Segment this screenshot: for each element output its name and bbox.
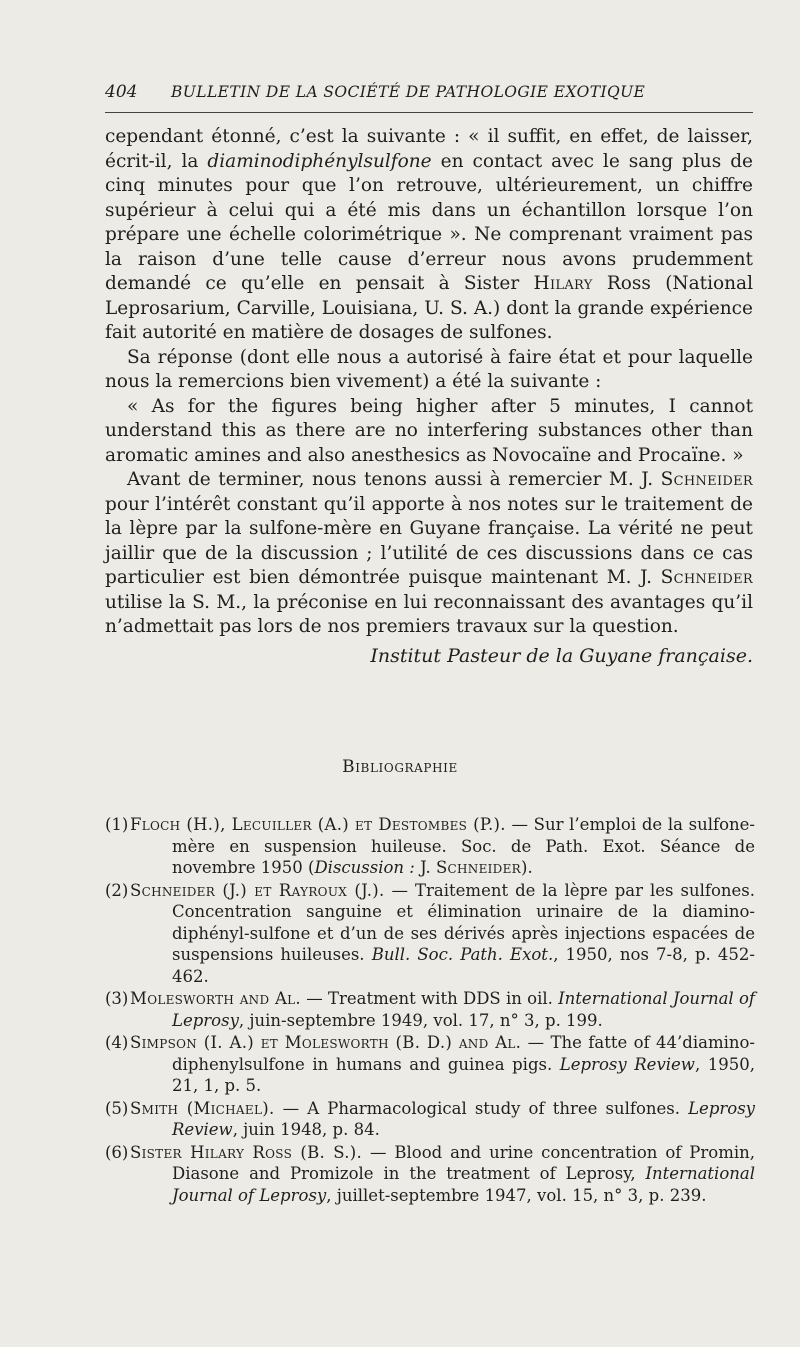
quoted-letter: « As for the figures being higher after 5 minutes, I cannot understand this as there are no interfering substances other than aromatic amines and also anesthesics as Novocaïne and Procaïne. » [105,395,753,466]
entry-authors: Molesworth and Al. [130,989,301,1008]
institution-signature: Institut Pasteur de la Guyane française. [370,644,753,667]
entry-number: (1) [105,815,129,834]
entry-text: — The fatte of 44’diamino-diphenylsulfone in humans and guinea pigs. [172,1033,755,1074]
entry-authors: Schneider (J.) et Rayroux (J.). [130,880,385,900]
entry-text: — Traitement de la lèpre par les sulfones. Concentration sanguine et élimination urinaire de la diamino-diphényl-sulfone et d’un de ses dérivés après injections espacées de suspensions huileuses. [172,880,755,964]
article-body [105,125,753,668]
text-run: cependant étonné, c’est la suivante : « il suffit, en effet, de laisser, écrit-il, la [105,126,753,172]
entry-number: (6) [105,1142,129,1162]
text-run: Ross (National Leprosarium, Carville, Louisiana, U. S. A.) dont la grande expérience fait autorité en matière de dosages de sulfones. [105,273,753,343]
bibliography-entry [105,814,755,879]
bibliography-list [105,814,755,1207]
entry-text: , 1950, nos 7-8, p. 452-462. [172,945,755,986]
person-name: Schneider [660,567,753,588]
text-run: utilise la S. M., la préconise en lui reconnaissant des avantages qu’il n’admettait pas lors de nos premiers travaux sur la question. [105,591,753,637]
bibliography-entry [105,1032,755,1097]
text-run: en contact avec le sang plus de cinq minutes pour que l’on retrouve, ultérieurement, un chiffre supérieur à celui qui a été mis dans un échantillon lorsque l’on prépare une échelle colorimétrique ». Ne comprenant vraiment pas la raison d’une telle cause d’erreur nous avons prudemment demandé ce qu’elle en pensait à Sister [105,150,753,294]
journal-name: International Journal of Leprosy [172,1164,755,1205]
entry-number: (5) [105,1098,129,1118]
paragraph-4 [105,468,753,640]
bibliography-heading: Bibliographie [342,757,458,777]
entry-number: (4) [105,1033,129,1052]
entry-authors: Sister Hilary Ross (B. S.). [130,1142,363,1162]
page-header [105,82,753,113]
bibliography-entry [105,988,755,1031]
entry-authors: Floch (H.), Lecuiller (A.) et Destombes (P.). [130,815,506,834]
entry-authors: Simpson (I. A.) et Molesworth (B. D.) and Al. [130,1033,522,1052]
page-number: 404 [105,82,138,102]
bibliography-entry [105,1142,755,1207]
bibliography-entry [105,1098,755,1141]
entry-text: — A Pharmacological study of three sulfones. [274,1098,689,1118]
entry-text: — Blood and urine concentration of Promin, Diasone and Promizole in the treatment of Leprosy, [172,1142,755,1183]
compound-name: diaminodiphénylsulfone [207,150,432,172]
entry-text: , juillet-septembre 1947, vol. 15, n° 3, p. 239. [326,1185,707,1205]
entry-text: — Treatment with DDS in oil. [300,989,559,1008]
text-run: Avant de terminer, nous tenons aussi à remercier M. J. [127,469,661,490]
entry-number: (2) [105,880,129,900]
entry-italic: Discussion : [314,858,415,877]
paragraph-1 [105,125,753,346]
journal-name: Leprosy Review [172,1098,755,1139]
journal-name: Bull. Soc. Path. Exot. [371,945,554,964]
entry-text: , juin-septembre 1949, vol. 17, n° 3, p. 199. [238,1010,603,1030]
entry-authors: Smith (Michael). [130,1098,275,1118]
entry-text: , 1950, 21, 1, p. 5. [172,1054,755,1095]
journal-name: Leprosy Review [559,1054,695,1074]
entry-text: — Sur l’emploi de la sulfone-mère en suspension huileuse. Soc. de Path. Exot. Séance de novembre 1950 ( [172,815,756,877]
person-name: Schneider [435,858,522,877]
text-run: pour l’intérêt constant qu’il apporte à nos notes sur le traitement de la lèpre par la sulfone-mère en Guyane française. La vérité ne peut jaillir que de la discussion ; l’utilité de ces discussions dans ce cas particulier est bien démontrée puisque maintenant M. J. [105,493,753,588]
entry-text: ). [521,858,533,877]
running-title: BULLETIN DE LA SOCIÉTÉ DE PATHOLOGIE EXOTIQUE [171,83,646,101]
paragraph-2: Sa réponse (dont elle nous a autorisé à faire état et pour laquelle nous la remercions bien vivement) a été la suivante : [105,346,753,392]
person-name: Hilary [533,273,593,294]
journal-name: International Journal of Leprosy [172,989,755,1030]
person-name: Schneider [660,469,753,490]
entry-text: J. [414,858,436,877]
bibliography-entry [105,880,755,988]
entry-text: , juin 1948, p. 84. [232,1120,380,1139]
entry-number: (3) [105,989,129,1008]
